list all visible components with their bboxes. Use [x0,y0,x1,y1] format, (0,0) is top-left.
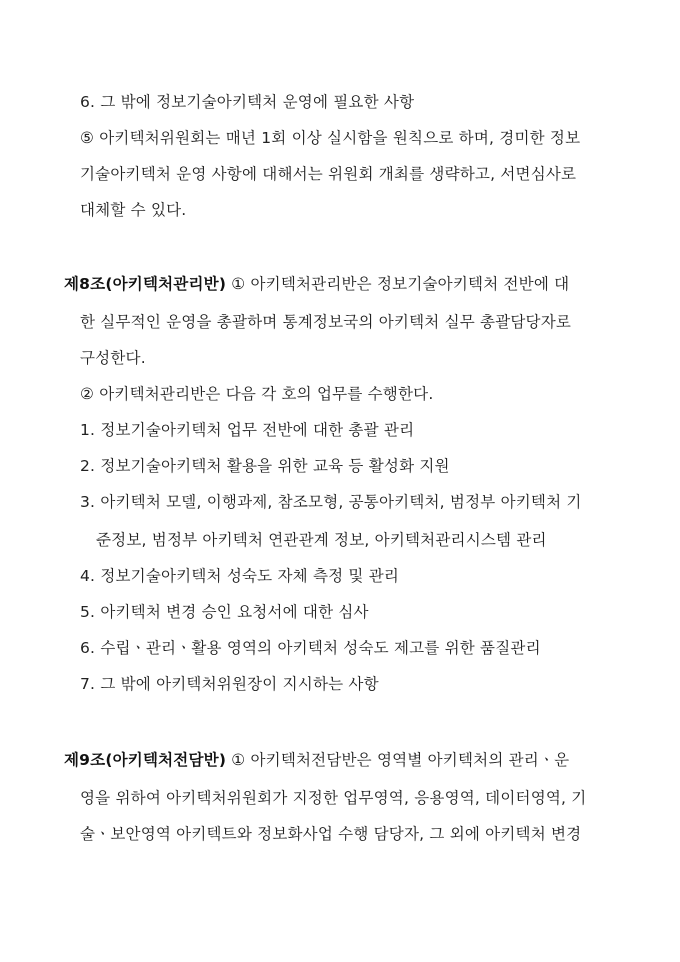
paragraph-5-line-3: 대체할 수 있다. [80,201,187,219]
article-9-heading: 제9조(아키텍처전담반) [64,751,227,769]
article-8-item-1: 1. 정보기술아키텍처 업무 전반에 대한 총괄 관리 [80,421,415,439]
article-8-item-5: 5. 아키텍처 변경 승인 요청서에 대한 심사 [80,603,369,621]
article-8-para-1-line-2: 한 실무적인 운영을 총괄하며 통계정보국의 아키텍처 실무 총괄담당자로 [80,313,572,331]
article-8-para-1-line-3: 구성한다. [80,349,146,367]
article-8-item-4: 4. 정보기술아키텍처 성숙도 자체 측정 및 관리 [80,567,400,585]
article-8-first-line [64,274,569,294]
article-8-para-1-line-1: ① 아키텍처관리반은 정보기술아키텍처 전반에 대 [226,275,570,293]
article-8-item-7: 7. 그 밖에 아키텍처위원장이 지시하는 사항 [80,675,379,693]
article-8-item-2: 2. 정보기술아키텍처 활용을 위한 교육 등 활성화 지원 [80,457,450,475]
article-8-item-6: 6. 수립ㆍ관리ㆍ활용 영역의 아키텍처 성숙도 제고를 위한 품질관리 [80,639,541,657]
paragraph-5-line-1: ⑤ 아키텍처위원회는 매년 1회 이상 실시함을 원칙으로 하며, 경미한 정보 [80,129,581,147]
article-9-para-1-line-1: ① 아키텍처전담반은 영역별 아키텍처의 관리ㆍ운 [226,751,570,769]
article-9-para-1-line-2: 영을 위하여 아키텍처위원회가 지정한 업무영역, 응용영역, 데이터영역, 기 [80,789,587,807]
article-8-item-3-line-1: 3. 아키텍처 모델, 이행과제, 참조모형, 공통아키텍처, 범정부 아키텍처 기 [80,493,582,511]
article-8-heading: 제8조(아키텍처관리반) [64,275,227,293]
item-6-previous: 6. 그 밖에 정보기술아키텍처 운영에 필요한 사항 [80,93,415,111]
article-8-item-3-line-2: 준정보, 범정부 아키텍처 연관관계 정보, 아키텍처관리시스템 관리 [96,531,547,549]
article-9-para-1-line-3: 술ㆍ보안영역 아키텍트와 정보화사업 수행 담당자, 그 외에 아키텍처 변경 [80,825,582,843]
article-8-para-2: ② 아키텍처관리반은 다음 각 호의 업무를 수행한다. [80,385,434,403]
paragraph-5-line-2: 기술아키텍처 운영 사항에 대해서는 위원회 개최를 생략하고, 서면심사로 [80,165,577,183]
article-9-first-line [64,750,569,770]
